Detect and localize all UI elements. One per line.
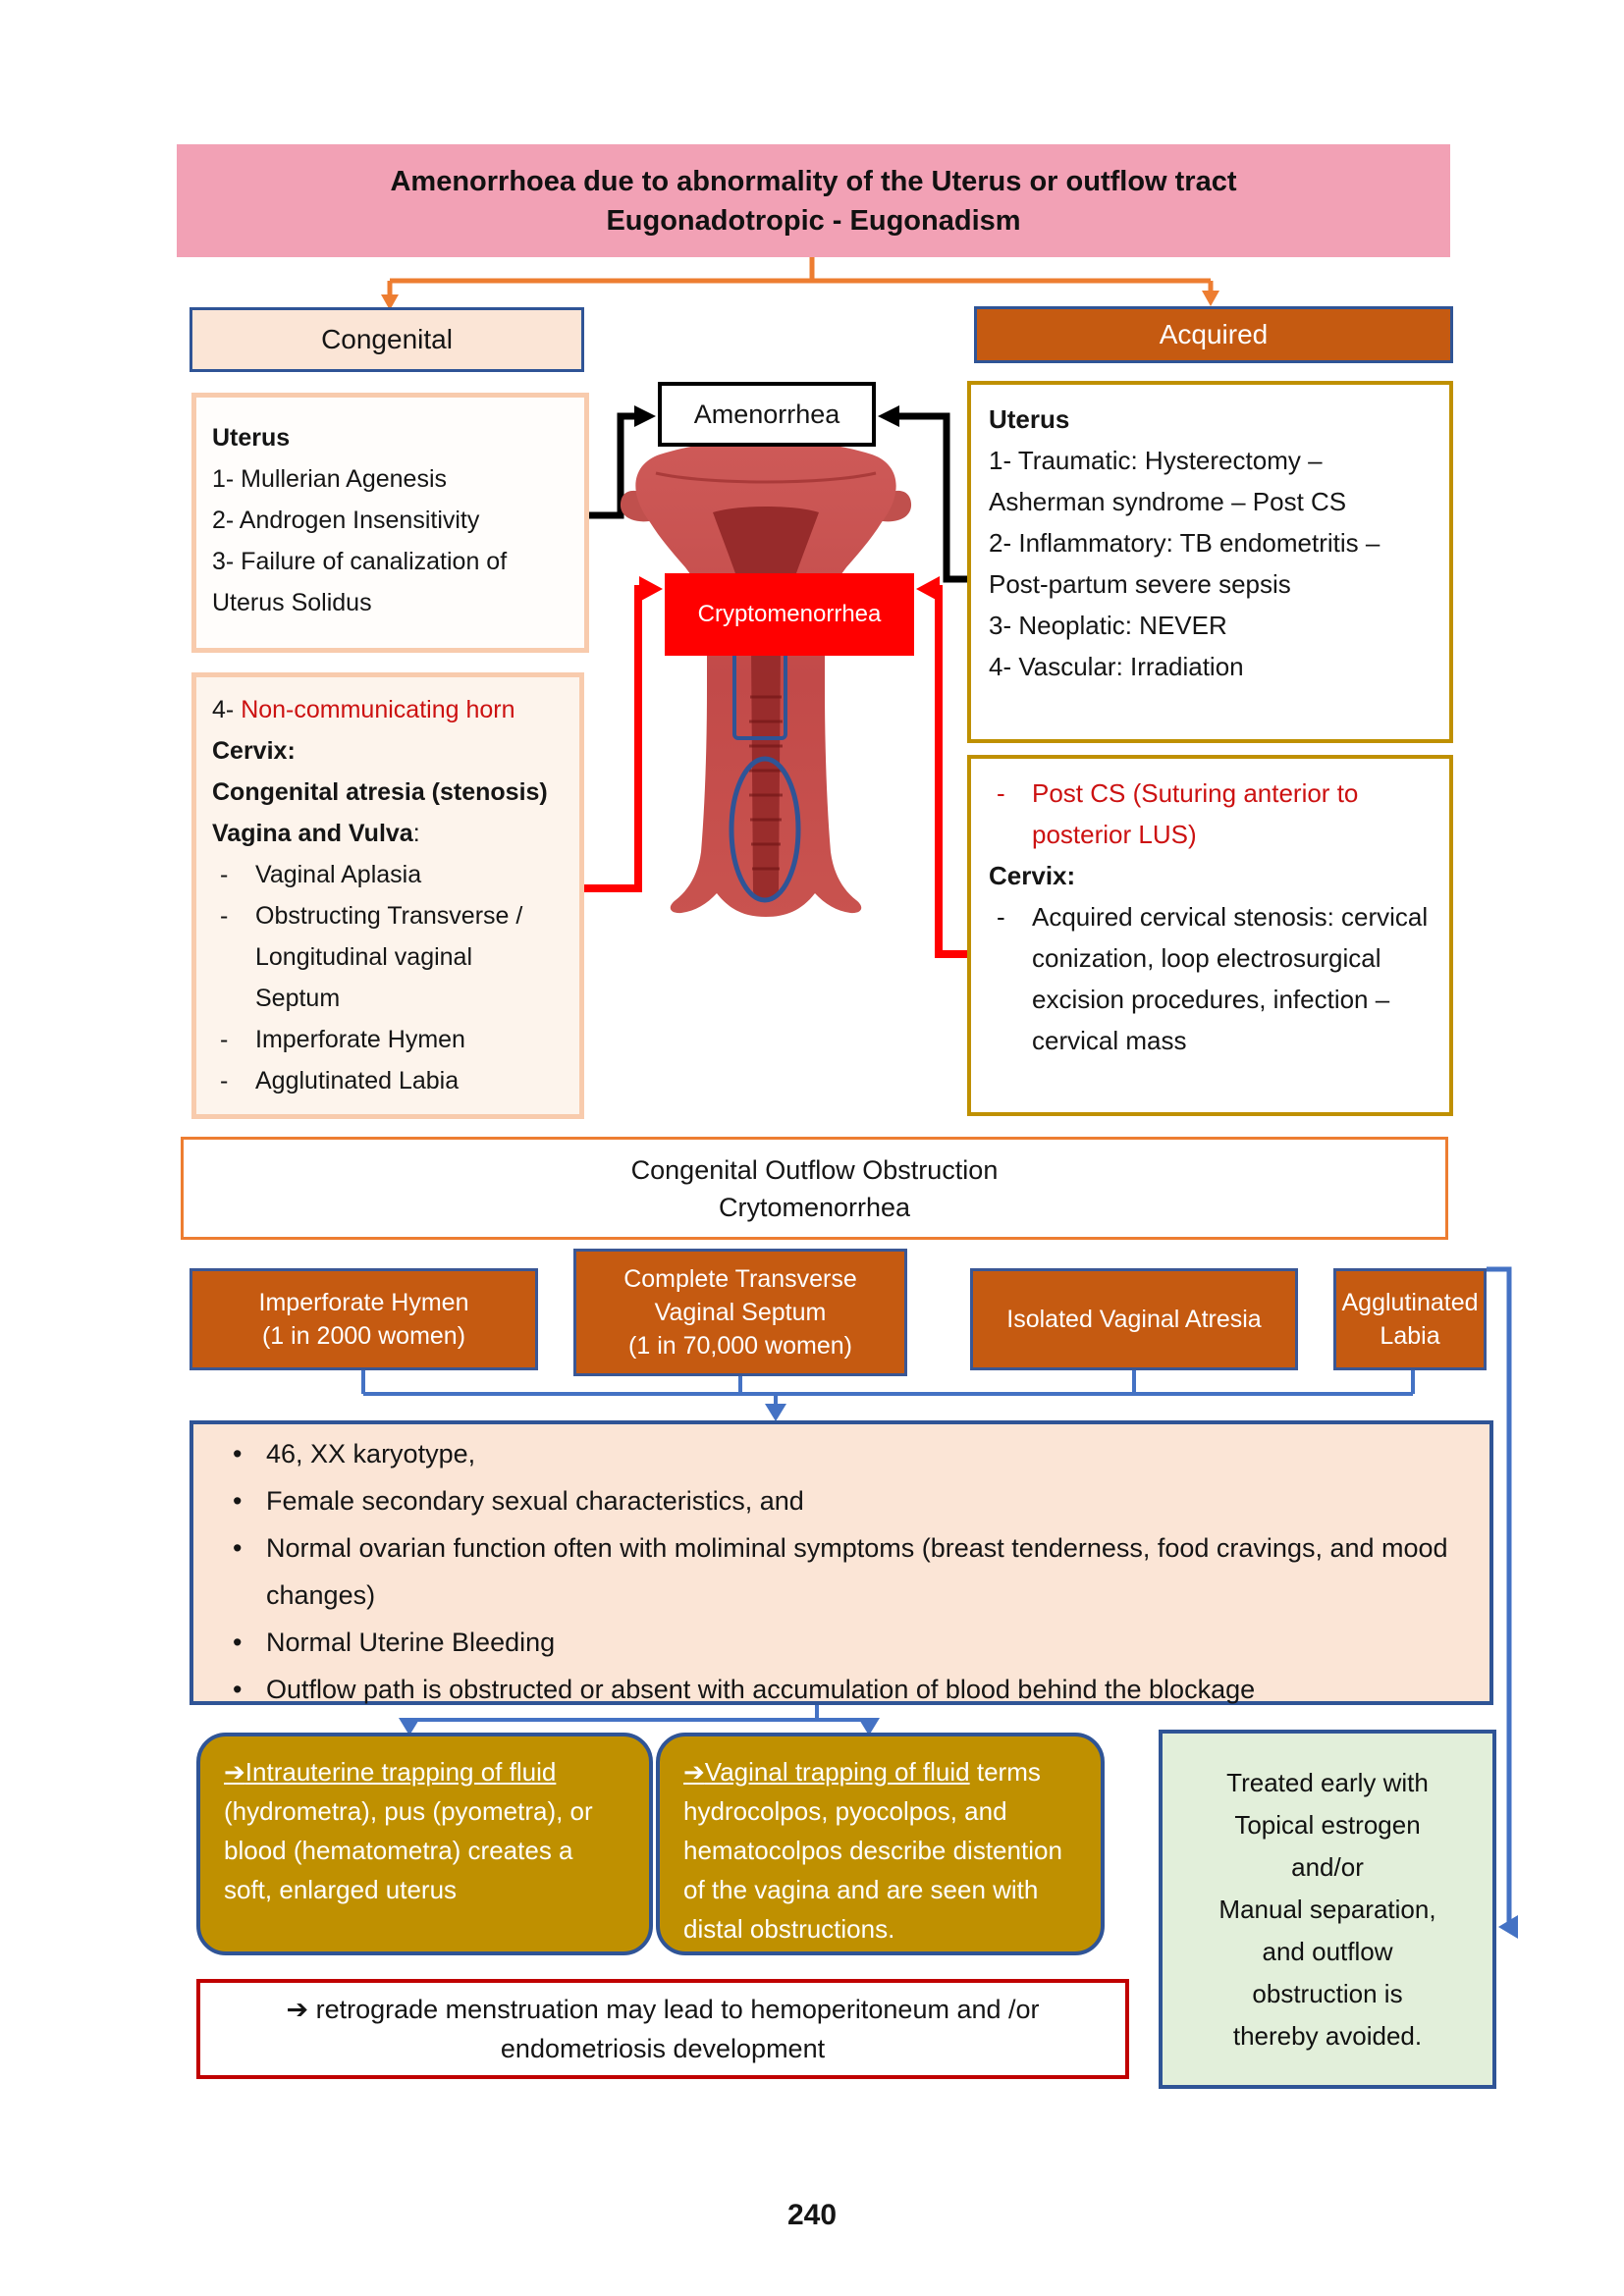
- congenital-header-label: Congenital: [321, 324, 453, 354]
- acquired-uterus-box: [967, 381, 1453, 743]
- amenorrhea-label: Amenorrhea: [693, 399, 840, 429]
- cryptomenorrhea-box: [665, 573, 914, 656]
- treatment-box: [1159, 1730, 1496, 2089]
- condition-label: Imperforate Hymen: [258, 1289, 469, 1316]
- features-arrowhead: [765, 1404, 786, 1421]
- amenorrhea-box: [658, 382, 876, 447]
- treatment-line: Manual separation,: [1218, 1894, 1436, 1924]
- outflow-obstruction-box: [181, 1137, 1448, 1240]
- cryptomenorrhea-label: Cryptomenorrhea: [697, 601, 882, 627]
- vaginal-trapping-box: [656, 1733, 1105, 1955]
- acquired-uterus-item: 2- Inflammatory: TB endometritis – Post-partum severe sepsis: [989, 528, 1380, 599]
- congenital-uterus-heading: Uterus: [212, 424, 291, 452]
- feature-bullet: • Outflow path is obstructed or absent with accumulation of blood behind the blockage: [227, 1666, 1456, 1713]
- treatment-line: Topical estrogen: [1234, 1809, 1421, 1840]
- condition-vaginal-atresia: [970, 1268, 1298, 1370]
- arrow-icon: ➔: [224, 1757, 245, 1787]
- acquired-uterus-item: 1- Traumatic: Hysterectomy – Asherman syndrome – Post CS: [989, 446, 1347, 516]
- acquired-uterus-item: 3- Neoplatic: NEVER: [989, 611, 1227, 640]
- acquired-cervix-heading: Cervix:: [989, 861, 1076, 890]
- treatment-line: and outflow: [1262, 1936, 1393, 1966]
- condition-label: Agglutinated Labia: [1341, 1289, 1479, 1350]
- vagina-item: - Imperforate Hymen: [212, 1019, 564, 1060]
- congenital-atresia-line: Congenital atresia (stenosis): [212, 778, 548, 806]
- acquired-cervical-stenosis-item: - Acquired cervical stenosis: cervical conization, loop electrosurgical excision procedures, infection – cervical mass: [989, 896, 1432, 1061]
- uterus-illustration: [621, 440, 911, 917]
- vaginal-underlined-text: Vaginal trapping of fluid: [704, 1757, 970, 1787]
- acquired-uterus-item: 4- Vascular: Irradiation: [989, 652, 1244, 681]
- vaginal-underlined-lead: [683, 1757, 970, 1787]
- item4-prefix: 4-: [212, 696, 242, 723]
- vagina-vulva-heading: [212, 813, 564, 854]
- acquired-lower-box: [967, 755, 1453, 1116]
- congenital-uterus-item: 3- Failure of canalization of Uterus Solidus: [212, 548, 508, 616]
- vaginal-canal: [751, 646, 781, 899]
- congenital-header: [189, 307, 584, 372]
- acquired-uterus-heading: Uterus: [989, 404, 1070, 434]
- treatment-line: thereby avoided.: [1232, 2020, 1423, 2051]
- congenital-uterus-box: [191, 393, 589, 653]
- congenital-lower-box: [191, 672, 584, 1119]
- top-branch-connector: [390, 257, 1211, 296]
- page-number: 240: [786, 2199, 838, 2231]
- treatment-line: and/or: [1291, 1851, 1364, 1882]
- condition-transverse-septum: [573, 1249, 907, 1376]
- condition-label: Complete Transverse Vaginal Septum: [623, 1265, 857, 1326]
- feature-bullet: • Normal Uterine Bleeding: [227, 1619, 1456, 1666]
- condition-label: Isolated Vaginal Atresia: [1006, 1306, 1262, 1333]
- acquired-header-label: Acquired: [1159, 319, 1269, 349]
- condition-imperforate-hymen: [189, 1268, 538, 1370]
- congenital-uterus-item: 1- Mullerian Agenesis: [212, 465, 448, 493]
- noncommunicating-horn-item: [212, 689, 564, 730]
- title-banner: [177, 144, 1450, 257]
- vagina-item: - Agglutinated Labia: [212, 1060, 564, 1101]
- item4-red-text: Non-communicating horn: [241, 696, 515, 723]
- acquired-header: [974, 306, 1453, 363]
- retrograde-menstruation-box: [196, 1979, 1129, 2079]
- title-line-1: Amenorrhoea due to abnormality of the Uterus or outflow tract: [390, 165, 1237, 197]
- retrograde-text: [224, 1990, 1102, 2068]
- vaginal-rest-text: terms hydrocolpos, pyocolpos, and hematocolpos describe distention of the vagina and are seen with distal obstructions.: [683, 1757, 1062, 1944]
- arrow-icon: ➔: [286, 1995, 309, 2024]
- post-cs-item: - Post CS (Suturing anterior to posterior LUS): [989, 773, 1432, 855]
- intrauterine-rest-text: (hydrometra), pus (pyometra), or blood (hematometra) creates a soft, enlarged uterus: [224, 1796, 593, 1904]
- condition-sub: (1 in 2000 women): [261, 1322, 466, 1350]
- vagina-vulva-bold: Vagina and Vulva: [212, 820, 413, 847]
- intrauterine-underlined-lead: [224, 1757, 556, 1787]
- clinical-features-box: [189, 1420, 1493, 1705]
- outflow-line-1: Congenital Outflow Obstruction: [630, 1154, 999, 1185]
- arrow-icon: ➔: [683, 1757, 705, 1787]
- condition-sub: (1 in 70,000 women): [628, 1332, 852, 1360]
- vagina-vulva-colon: :: [412, 820, 420, 847]
- vagina-item: - Obstructing Transverse / Longitudinal vaginal Septum: [212, 895, 564, 1019]
- condition-agglutinated-labia: [1333, 1268, 1487, 1370]
- title-line-2: Eugonadotropic - Eugonadism: [606, 204, 1021, 237]
- treatment-line: obstruction is: [1252, 1978, 1403, 2008]
- vagina-item: - Vaginal Aplasia: [212, 854, 564, 895]
- treatment-line: Treated early with: [1226, 1767, 1429, 1797]
- retrograde-text-body: retrograde menstruation may lead to hemoperitoneum and /or endometriosis development: [308, 1995, 1040, 2063]
- intrauterine-trapping-box: [196, 1733, 653, 1955]
- feature-bullet: • 46, XX karyotype,: [227, 1430, 1456, 1477]
- feature-bullet: • Female secondary sexual characteristics, and: [227, 1477, 1456, 1524]
- congenital-uterus-item: 2- Androgen Insensitivity: [212, 507, 480, 534]
- feature-bullet: • Normal ovarian function often with moliminal symptoms (breast tenderness, food cravings, and mood changes): [227, 1524, 1456, 1619]
- outflow-line-2: Crytomenorrhea: [718, 1192, 911, 1222]
- cervix-heading: Cervix:: [212, 737, 296, 765]
- intrauterine-underlined-text: Intrauterine trapping of fluid: [244, 1757, 557, 1787]
